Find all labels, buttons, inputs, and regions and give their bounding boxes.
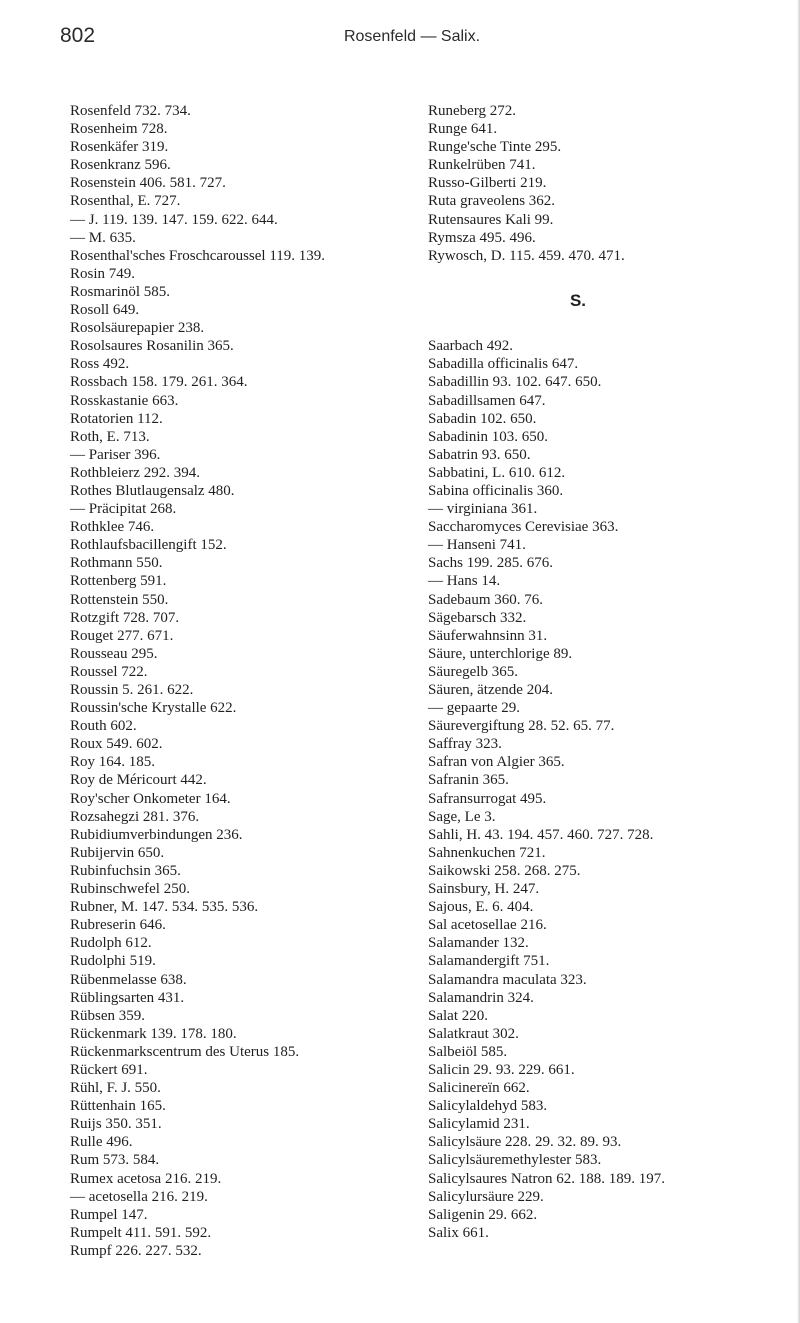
index-entry: — J. 119. 139. 147. 159. 622. 644. <box>70 211 278 228</box>
index-entry: Säuren, ätzende 204. <box>428 682 553 698</box>
index-entry: Rückenmarkscentrum des Uterus 185. <box>70 1043 300 1060</box>
index-entry: Rothmann 550. <box>70 555 163 572</box>
index-entry: Sabadilla officinalis 647. <box>428 356 579 373</box>
index-entry: Rosolsäurepapier 238. <box>70 320 205 337</box>
index-column-right <box>428 102 768 1242</box>
index-entry: Roy 164. 185. <box>70 754 156 771</box>
section-letter-s: S. <box>569 290 587 310</box>
index-entry: Rubidiumverbindungen 236. <box>70 826 243 843</box>
index-entry: Rousseau 295. <box>70 645 158 662</box>
index-entry: Sabadin 102. 650. <box>428 410 537 427</box>
index-entry: Rotzgift 728. 707. <box>70 609 180 626</box>
index-entry: Rüblingsarten 431. <box>70 989 185 1006</box>
index-block-r <box>428 102 768 265</box>
index-entry: Rottenberg 591. <box>70 573 167 590</box>
index-entry: Salat 220. <box>428 1007 488 1024</box>
page-header <box>60 24 764 54</box>
index-entry: Ruta graveolens 362. <box>428 193 556 210</box>
index-entry: Rosoll 649. <box>70 302 140 319</box>
index-entry: Rosenkranz 596. <box>70 157 171 174</box>
index-entry: — Präcipitat 268. <box>70 501 177 518</box>
index-entry: Rühl, F. J. 550. <box>70 1080 161 1097</box>
index-entry: Säurevergiftung 28. 52. 65. 77. <box>428 718 615 735</box>
index-entry: Salamandra maculata 323. <box>428 971 587 988</box>
index-entry: Rübsen 359. <box>70 1007 145 1024</box>
index-entry: Rottenstein 550. <box>70 591 169 608</box>
index-entry: Saffray 323. <box>428 736 502 753</box>
index-entry: Rubijervin 650. <box>70 844 165 861</box>
index-entry: Roux 549. 602. <box>70 736 163 753</box>
index-entry: Sachs 199. 285. 676. <box>428 555 553 572</box>
index-entry: Säuferwahnsinn 31. <box>428 627 548 644</box>
index-entry: — Pariser 396. <box>70 446 161 463</box>
index-entry: Rubinfuchsin 365. <box>70 862 181 879</box>
index-entry: Ross 492. <box>70 356 130 373</box>
index-entry: Roth, E. 713. <box>70 428 150 445</box>
index-entry: Sadebaum 360. 76. <box>428 591 543 608</box>
index-entry: Rulle 496. <box>70 1134 133 1151</box>
index-entry: Rosenthal, E. 727. <box>70 193 181 210</box>
index-entry: Saarbach 492. <box>428 338 513 355</box>
index-entry: Runeberg 272. <box>428 103 517 119</box>
index-entry: Rubreserin 646. <box>70 917 166 934</box>
index-entry: Salix 661. <box>428 1224 489 1241</box>
index-entry: Rüttenhain 165. <box>70 1098 166 1115</box>
index-entry: — Hanseni 741. <box>428 537 526 554</box>
index-entry: Roy'scher Onkometer 164. <box>70 790 231 807</box>
index-entry: Sahli, H. 43. 194. 457. 460. 727. 728. <box>428 826 654 843</box>
index-entry: Rossbach 158. 179. 261. 364. <box>70 374 248 391</box>
index-entry: Saikowski 258. 268. 275. <box>428 862 581 879</box>
index-entry: Rosmarinöl 585. <box>70 283 170 300</box>
index-entry: Safran von Algier 365. <box>428 754 565 771</box>
index-entry: Sabadinin 103. 650. <box>428 428 548 445</box>
index-entry: Rumpel 147. <box>70 1206 148 1223</box>
index-entry: Salbeiöl 585. <box>428 1043 508 1060</box>
index-entry: Roussin 5. 261. 622. <box>70 682 194 698</box>
index-entry: Rückenmark 139. 178. 180. <box>70 1025 237 1042</box>
index-entry: Runge 641. <box>428 121 498 138</box>
index-entry: Sabatrin 93. 650. <box>428 446 531 463</box>
index-entry: Rosenkäfer 319. <box>70 139 169 156</box>
index-entry: Sägebarsch 332. <box>428 609 527 626</box>
index-entry: Salicinereïn 662. <box>428 1080 530 1097</box>
index-entry: Rudolph 612. <box>70 935 152 952</box>
index-entry: Runge'sche Tinte 295. <box>428 139 562 156</box>
index-entry: — acetosella 216. 219. <box>70 1188 208 1205</box>
index-entry: Roussel 722. <box>70 663 148 680</box>
index-entry: — Hans 14. <box>428 573 501 590</box>
index-entry: Sajous, E. 6. 404. <box>428 899 534 916</box>
index-entry: Rubner, M. 147. 534. 535. 536. <box>70 899 259 916</box>
index-entry: — virginiana 361. <box>428 501 538 518</box>
index-entry: Sabbatini, L. 610. 612. <box>428 464 566 481</box>
index-entry: Routh 602. <box>70 718 137 735</box>
index-entry: Rückert 691. <box>70 1061 148 1078</box>
index-entry: Rothes Blutlaugensalz 480. <box>70 482 235 499</box>
index-entry: Salicylamid 231. <box>428 1116 530 1133</box>
index-entry: Sabina officinalis 360. <box>428 482 564 499</box>
index-entry: Sage, Le 3. <box>428 808 496 825</box>
index-entry: Rothbleierz 292. 394. <box>70 464 200 481</box>
index-entry: Rudolphi 519. <box>70 953 156 970</box>
index-entry: Salicylursäure 229. <box>428 1188 544 1205</box>
index-entry: Rosenthal'sches Froschcaroussel 119. 139. <box>70 247 326 264</box>
index-entry: Sabadillin 93. 102. 647. 650. <box>428 374 602 391</box>
index-entry: Roussin'sche Krystalle 622. <box>70 700 237 717</box>
index-entry: Saccharomyces Cerevisiae 363. <box>428 519 619 536</box>
index-entry: Rosenstein 406. 581. 727. <box>70 175 226 192</box>
index-entry: Rosenheim 728. <box>70 121 168 138</box>
index-entry: Salicylsaures Natron 62. 188. 189. 197. <box>428 1170 666 1187</box>
index-entry: Sal acetosellae 216. <box>428 917 547 934</box>
index-entry: Rübenmelasse 638. <box>70 971 187 988</box>
index-entry: Russo-Gilberti 219. <box>428 175 547 192</box>
index-entry: Rosskastanie 663. <box>70 392 179 409</box>
index-entry: — M. 635. <box>70 229 136 246</box>
index-entry: Salamander 132. <box>428 935 529 952</box>
index-entry: Salatkraut 302. <box>428 1025 519 1042</box>
index-entry: Safransurrogat 495. <box>428 790 547 807</box>
index-entry: Safranin 365. <box>428 772 509 789</box>
index-entry: Säure, unterchlorige 89. <box>428 645 573 662</box>
index-entry: Rozsahegzi 281. 376. <box>70 808 200 825</box>
index-entry: Rumex acetosa 216. 219. <box>70 1170 222 1187</box>
index-entry: Rymsza 495. 496. <box>428 229 536 246</box>
index-entry: Salicylsäuremethylester 583. <box>428 1152 602 1169</box>
index-entry: Rothklee 746. <box>70 519 155 536</box>
index-entry: Salicylsäure 228. 29. 32. 89. 93. <box>428 1134 622 1151</box>
index-entry: Ruijs 350. 351. <box>70 1116 162 1133</box>
index-entry: Sahnenkuchen 721. <box>428 844 546 861</box>
index-entry: Rutensaures Kali 99. <box>428 211 554 228</box>
index-entry: Rum 573. 584. <box>70 1152 160 1169</box>
index-entry: Runkelrüben 741. <box>428 157 536 174</box>
running-head: Rosenfeld — Salix. <box>343 28 481 45</box>
index-entry: Rumpf 226. 227. 532. <box>70 1242 202 1259</box>
index-entry: Sainsbury, H. 247. <box>428 881 540 898</box>
index-entry: Rotatorien 112. <box>70 410 163 427</box>
index-entry: Salamandrin 324. <box>428 989 534 1006</box>
index-entry: Roy de Méricourt 442. <box>70 772 207 789</box>
index-entry: Rouget 277. 671. <box>70 627 174 644</box>
index-entry: Rumpelt 411. 591. 592. <box>70 1224 212 1241</box>
index-entry: Säuregelb 365. <box>428 663 518 680</box>
index-entry: Rothlaufsbacillengift 152. <box>70 537 227 554</box>
index-entry: — gepaarte 29. <box>428 700 521 717</box>
index-entry: Rosin 749. <box>70 265 136 282</box>
index-entry: Rosenfeld 732. 734. <box>70 103 191 119</box>
index-entry: Rosolsaures Rosanilin 365. <box>70 338 234 355</box>
index-entry: Salicylaldehyd 583. <box>428 1098 548 1115</box>
index-entry: Salicin 29. 93. 229. 661. <box>428 1061 575 1078</box>
index-entry: Rywosch, D. 115. 459. 470. 471. <box>428 247 625 264</box>
index-entry: Saligenin 29. 662. <box>428 1206 538 1223</box>
index-column-left <box>70 102 400 1260</box>
page-number: 802 <box>60 24 96 47</box>
index-block-s <box>428 337 768 1242</box>
index-entry: Sabadillsamen 647. <box>428 392 546 409</box>
index-entry: Rubinschwefel 250. <box>70 881 190 898</box>
index-entry: Salamandergift 751. <box>428 953 550 970</box>
